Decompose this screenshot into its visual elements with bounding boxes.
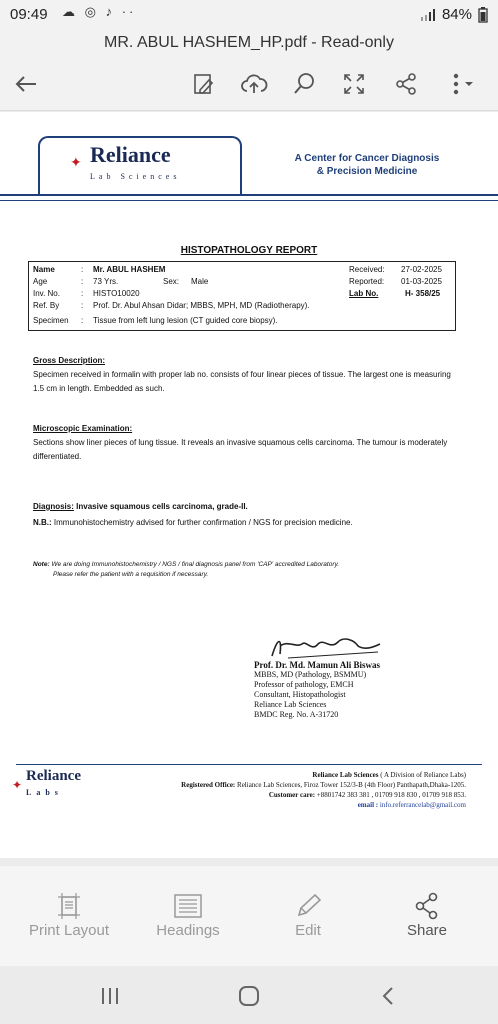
signatory-name: Prof. Dr. Md. Mamun Ali Biswas <box>254 660 381 670</box>
footer-logo-star-icon: ✦ <box>12 778 23 792</box>
headings-button[interactable]: Headings <box>133 890 243 939</box>
share-button[interactable]: Share <box>372 890 482 939</box>
headings-icon <box>133 890 243 922</box>
cloud-icon: ☁ <box>62 4 78 19</box>
tiktok-icon: ♪ <box>105 4 116 19</box>
diagnosis: Diagnosis: Invasive squamous cells carcinoma, grade-II. <box>33 502 248 511</box>
back-arrow-icon[interactable] <box>10 68 42 100</box>
footer-contact: Reliance Lab Sciences ( A Division of Reliance Labs) Registered Office: Reliance Lab Sciences, Firoz Tower 152/3-B (4th Floor) Panthapath,Dhaka-1205. Customer care: +8801742 383 381 , 01709 918 830 , 01709 918 853. email : info.referrancelab@gmail.com <box>181 771 466 809</box>
top-toolbar <box>0 58 498 111</box>
status-time: 09:49 <box>10 6 48 23</box>
specimen: Tissue from left lung lesion (CT guided core biopsy). <box>93 316 278 325</box>
header-divider-thin <box>0 200 498 201</box>
battery-level: 84% <box>441 6 472 23</box>
lab-tagline: A Center for Cancer Diagnosis & Precision Medicine <box>294 153 440 177</box>
back-icon[interactable] <box>368 982 408 1010</box>
footer-divider <box>16 764 482 765</box>
print-layout-icon <box>14 890 124 922</box>
patient-sex: Male <box>191 277 209 286</box>
gross-description: Gross Description: Specimen received in formalin with proper lab no. consists of four linear pieces of tissue. The largest one is measuring 1.5 cm in length. Embedded as such. <box>33 356 451 393</box>
lab-number: H- 358/25 <box>405 289 441 298</box>
system-nav-bar <box>0 966 498 1024</box>
status-notification-icons <box>62 4 136 20</box>
signatory-block: Prof. Dr. Md. Mamun Ali Biswas MBBS, MD (Pathology, BSMMU) Professor of pathology, EMCH Consultant, Histopathologist Reliance Lab Sciences BMDC Reg. No. A-31720 <box>254 660 381 719</box>
report-title: HISTOPATHOLOGY REPORT <box>180 245 318 256</box>
footer-logo: Reliance <box>26 768 81 784</box>
overflow-menu-icon[interactable] <box>446 68 478 100</box>
received-date: 27-02-2025 <box>401 265 442 274</box>
header-divider <box>0 194 498 196</box>
signal-icon <box>420 9 436 21</box>
fullscreen-icon[interactable] <box>338 68 370 100</box>
edit-pencil-icon <box>253 890 363 922</box>
patient-name: Mr. ABUL HASHEM <box>93 265 166 274</box>
battery-icon <box>478 7 488 23</box>
signature-mark <box>268 630 388 660</box>
bottom-action-bar <box>0 866 498 966</box>
referred-by: Prof. Dr. Abul Ahsan Didar; MBBS, MPH, MD (Radiotherapy). <box>93 301 310 310</box>
patient-age: 73 Yrs. <box>93 277 119 286</box>
nb-note: N.B.: Immunohistochemistry advised for further confirmation / NGS for precision medicine. <box>33 518 353 527</box>
footer-logo-sub: Labs <box>26 788 63 797</box>
invoice-number: HISTO10020 <box>93 289 140 298</box>
recent-apps-icon[interactable] <box>90 982 130 1010</box>
edit-button[interactable]: Edit <box>253 890 363 939</box>
lab-logo-sub: Lab Sciences <box>90 172 181 181</box>
patient-info-box: Name : Mr. ABUL HASHEM Received: 27-02-2025 Age : 73 Yrs. Sex: Male Reported: 01-03-2025 Inv. No. : HISTO10020 Lab No. H- 358/25 Ref. By : Prof. Dr. Abul Ahsan Didar; MBBS, MPH, MD (Radiotherapy). Specimen : Tissue from left lung lesion (CT guided core biopsy). <box>28 261 456 331</box>
search-icon[interactable] <box>288 68 320 100</box>
lab-logo: Reliance <box>90 142 171 167</box>
print-layout-button[interactable]: Print Layout <box>14 890 124 939</box>
share-icon <box>372 890 482 922</box>
more-dots-icon: ·· <box>121 4 137 19</box>
status-bar <box>0 0 498 30</box>
home-icon[interactable] <box>229 982 269 1010</box>
footnote: Note: We are doing Immunohistochemistry / NGS / final diagnosis panel from 'CAP' accredited Laboratory. Please refer the patient with a requisition if necessary. <box>33 561 340 578</box>
microscopic-examination: Microscopic Examination: Sections show liner pieces of lung tissue. It reveals an invasive squamous cells carcinoma. The tumour is moderately differentiated. <box>33 424 448 461</box>
logo-star-icon: ✦ <box>70 154 82 170</box>
document-title: MR. ABUL HASHEM_HP.pdf - Read-only <box>0 30 498 58</box>
reported-date: 01-03-2025 <box>401 277 442 286</box>
instagram-icon: ◎ <box>84 4 99 19</box>
pdf-page[interactable] <box>0 112 498 858</box>
edit-pen-icon[interactable] <box>188 68 220 100</box>
cloud-upload-icon[interactable] <box>238 68 270 100</box>
share-icon[interactable] <box>390 68 422 100</box>
